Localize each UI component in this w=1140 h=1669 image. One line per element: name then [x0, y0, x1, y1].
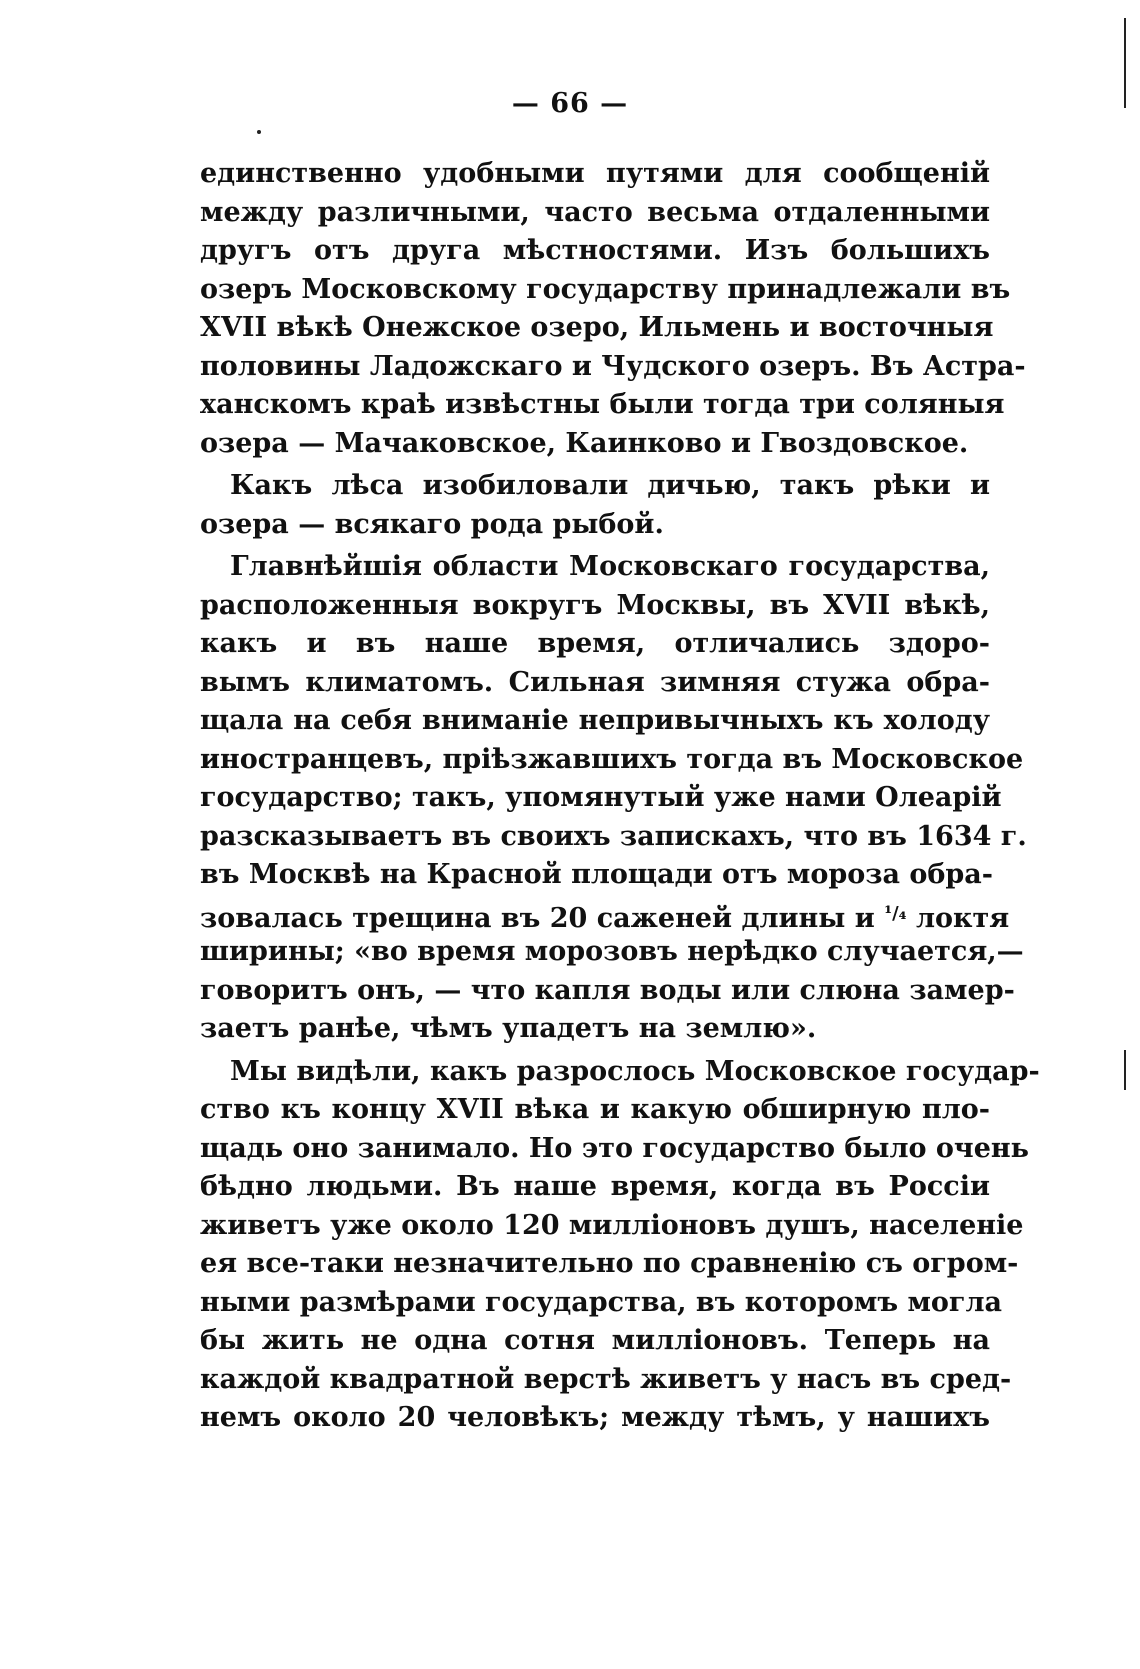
text-line: щадь оно занимало. Но это государство было очень	[200, 1132, 1029, 1164]
text-line: Какъ лѣса изобиловали дичью, такъ рѣки и	[230, 470, 990, 501]
text-fragment: зовалась трещина въ 20 саженей длины и	[200, 902, 875, 934]
text-line: ханскомъ краѣ извѣстны были тогда три соляныя	[200, 389, 1005, 420]
text-line: вымъ климатомъ. Сильная зимняя стужа обра-	[200, 666, 990, 698]
page-number: — 66 —	[511, 88, 629, 119]
text-line: иностранцевъ, пріѣзжавшихъ тогда въ Московское	[200, 743, 1024, 775]
text-line: бы жить не одна сотня милліоновъ. Теперь на	[200, 1325, 990, 1356]
text-line: ширины; «во время морозовъ нерѣдко случается,—	[200, 936, 1024, 967]
text-line: ство къ концу XVII вѣка и какую обширную пло-	[200, 1094, 990, 1125]
text-line: какъ и въ наше время, отличались здоро-	[200, 628, 990, 659]
text-line: щала на себя вниманіе непривычныхъ къ холоду	[200, 705, 990, 736]
text-line-with-fraction	[200, 895, 1010, 934]
text-line: заетъ ранѣе, чѣмъ упадетъ на землю».	[200, 1013, 817, 1044]
text-line: другъ отъ друга мѣстностями. Изъ большихъ	[200, 235, 990, 266]
text-line: каждой квадратной верстѣ живетъ у насъ въ сред-	[200, 1363, 1012, 1395]
text-line: ея все-таки незначительно по сравненію съ огром-	[200, 1248, 1019, 1279]
text-line: озеръ Московскому государству принадлежали въ	[200, 273, 1011, 305]
text-fragment: локтя	[915, 902, 1010, 934]
text-line: половины Ладожскаго и Чудского озеръ. Въ Астра-	[200, 350, 1026, 382]
text-line: живетъ уже около 120 милліоновъ душъ, населеніе	[200, 1209, 1024, 1241]
text-line: Главнѣйшія области Московскаго государства,	[230, 551, 990, 582]
page-edge-mark	[1124, 18, 1126, 108]
text-line: расположенныя вокругъ Москвы, въ XVII вѣкѣ,	[200, 589, 990, 621]
text-line: озера — Мачаковское, Каинково и Гвоздовское.	[200, 427, 969, 459]
page-edge-mark	[1124, 1050, 1126, 1090]
text-line: XVII вѣкѣ Онежское озеро, Ильмень и восточныя	[200, 312, 994, 343]
ink-speck	[257, 130, 261, 134]
paragraph	[200, 1053, 1040, 1438]
text-line: въ Москвѣ на Красной площади отъ мороза обра-	[200, 859, 993, 890]
text-line: немъ около 20 человѣкъ; между тѣмъ, у нашихъ	[200, 1402, 990, 1433]
fraction: ¹/₄	[884, 902, 907, 924]
text-line: Мы видѣли, какъ разрослось Московское государ-	[230, 1055, 1040, 1087]
paragraph	[200, 548, 1027, 1049]
paragraph	[200, 155, 1026, 463]
body-text	[200, 155, 1040, 1442]
paragraph	[200, 467, 990, 544]
text-line: между различными, часто весьма отдаленными	[200, 196, 990, 228]
text-line: государство; такъ, упомянутый уже нами Олеарій	[200, 782, 1002, 813]
text-line: разсказываетъ въ своихъ запискахъ, что въ 1634 г.	[200, 820, 1027, 852]
text-line: единственно удобными путями для сообщеній	[200, 158, 990, 189]
text-line: озера — всякаго рода рыбой.	[200, 508, 664, 540]
text-line: бѣдно людьми. Въ наше время, когда въ Россіи	[200, 1171, 990, 1202]
text-line: говоритъ онъ, — что капля воды или слюна замер-	[200, 974, 1015, 1006]
text-line: ными размѣрами государства, въ которомъ могла	[200, 1286, 1002, 1318]
